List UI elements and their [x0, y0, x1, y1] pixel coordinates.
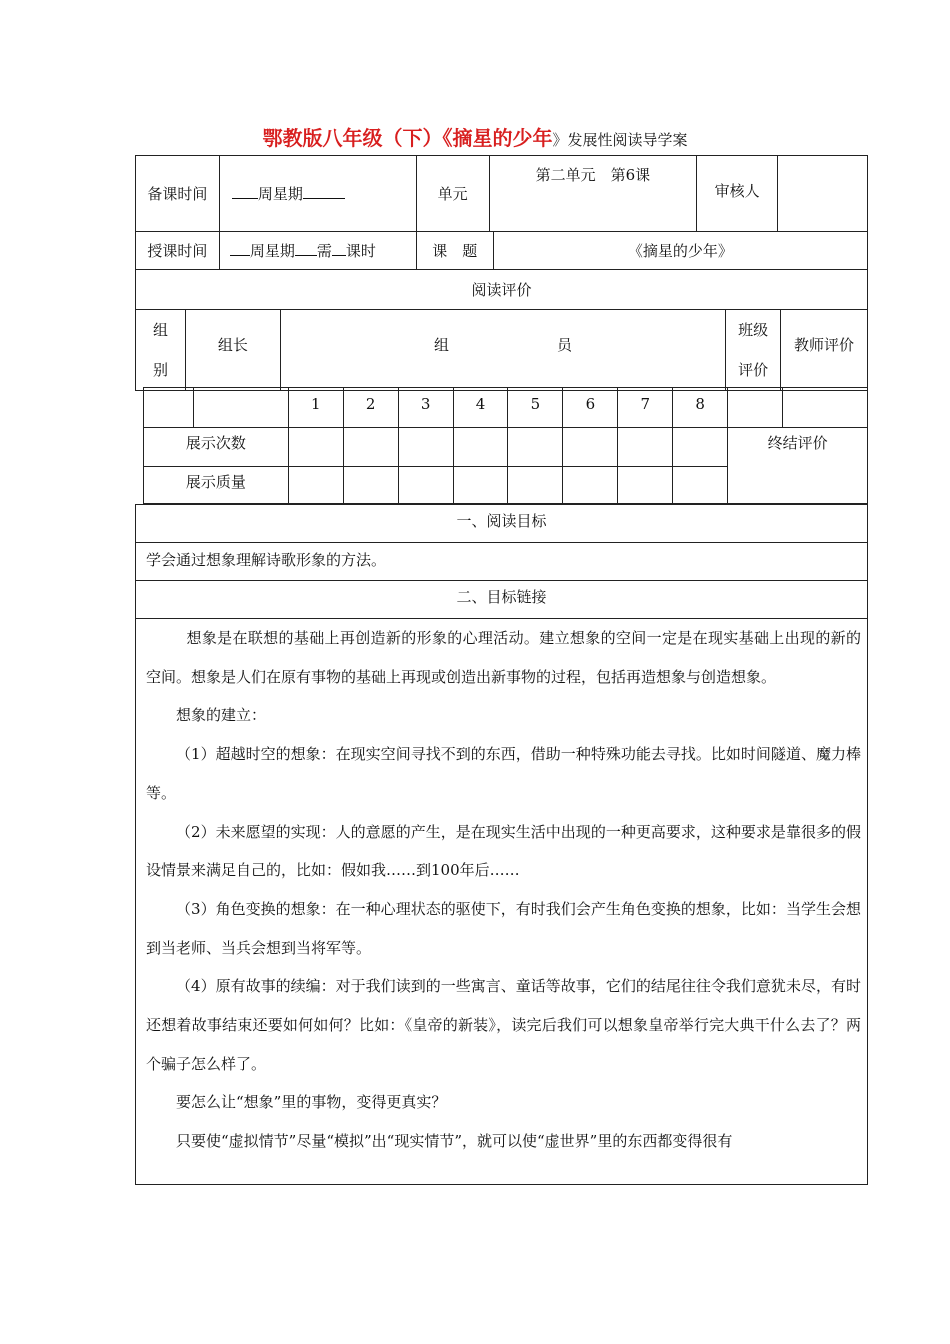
score-number: 8: [673, 388, 728, 428]
show-quality-cell: [398, 467, 453, 504]
show-quality-cell: [288, 467, 343, 504]
score-extra-a: [728, 388, 783, 428]
show-count-cell: [563, 428, 618, 467]
leader-label: 组长: [185, 310, 280, 391]
link-content: [136, 619, 868, 1185]
link-paragraph: 只要使“虚拟情节”尽量“模拟”出“现实情节”，就可以使“虚世界”里的东西都变得很有: [176, 1132, 733, 1151]
show-quality-cell: [618, 467, 673, 504]
link-paragraph: 想象的建立：: [176, 706, 267, 725]
score-number: 6: [563, 388, 618, 428]
score-table: [143, 387, 868, 504]
show-quality-cell: [453, 467, 508, 504]
teach-hours-text: 课时: [345, 242, 376, 260]
teacher-eval-label: 教师评价: [781, 310, 868, 391]
link-heading: 二、目标链接: [136, 581, 868, 619]
show-count-cell: [508, 428, 563, 467]
link-paragraph: （3）角色变换的想象：在一种心理状态的驱使下，有时我们会产生角色变换的想象，比如：当学生会想到当老师、当兵会想到当将军等。: [146, 899, 861, 957]
unit-label: 单元: [416, 156, 489, 232]
group-table: [135, 309, 868, 391]
class-eval-line2: 评价: [738, 361, 769, 379]
teach-table: [135, 231, 868, 310]
members-label: [280, 310, 725, 391]
goal-heading: 一、阅读目标: [136, 505, 868, 543]
link-paragraph: （1）超越时空的想象：在现实空间寻找不到的东西，借助一种特殊功能去寻找。比如时间隧道、魔力棒等。: [146, 745, 861, 802]
link-body: [136, 619, 867, 1161]
teach-time-label: 授课时间: [136, 232, 220, 270]
reading-eval-header: 阅读评价: [136, 270, 868, 310]
show-count-cell: [398, 428, 453, 467]
reviewer-value: [778, 156, 868, 232]
title-black-part: 》发展性阅读导学案: [552, 131, 688, 149]
class-eval-label: [726, 310, 781, 391]
score-corner-b: [193, 388, 288, 428]
members-label-char2: 员: [556, 336, 572, 354]
score-number: 5: [508, 388, 563, 428]
score-number: 1: [288, 388, 343, 428]
members-label-char1: 组: [433, 336, 449, 354]
link-paragraph: 想象是在联想的基础上再创造新的形象的心理活动。建立想象的空间一定是在现实基础上出现的新的空间。想象是人们在原有事物的基础上再现或创造出新事物的过程，包括再造想象与创造想象。: [146, 629, 861, 686]
show-count-cell: [343, 428, 398, 467]
teach-week-text: 周星期: [249, 242, 295, 260]
topic-value: 《摘星的少年》: [493, 232, 867, 270]
link-paragraph: 要怎么让“想象”里的事物，变得更真实？: [176, 1093, 447, 1112]
group-label-line1: 组: [152, 321, 168, 339]
document-title: [0, 124, 950, 154]
group-label: [136, 310, 186, 391]
score-corner-a: [144, 388, 194, 428]
score-number: 2: [343, 388, 398, 428]
show-count-cell: [288, 428, 343, 467]
title-red-part: 鄂教版八年级（下）《摘星的少年: [262, 126, 553, 150]
teach-need-text: 需: [316, 242, 332, 260]
unit-value: 第二单元 第6课: [489, 156, 697, 232]
score-number: 4: [453, 388, 508, 428]
show-count-cell: [618, 428, 673, 467]
score-number: 3: [398, 388, 453, 428]
info-table: [135, 155, 868, 232]
show-quality-cell: [673, 467, 728, 504]
show-count-cell: [453, 428, 508, 467]
final-eval-cell: [728, 467, 868, 504]
reviewer-label: 审核人: [697, 156, 778, 232]
score-extra-b: [783, 388, 868, 428]
class-eval-line1: 班级: [738, 321, 769, 339]
prep-week-text: 周星期: [257, 185, 303, 203]
show-count-label: 展示次数: [144, 428, 289, 467]
prep-time-field: [219, 156, 416, 232]
score-number: 7: [618, 388, 673, 428]
link-paragraph: （2）未来愿望的实现：人的意愿的产生，是在现实生活中出现的一种更高要求，这种要求是靠很多的假设情景来满足自己的，比如：假如我……到100年后……: [146, 822, 861, 880]
sections-table: [135, 504, 868, 1185]
topic-label: 课 题: [416, 232, 493, 270]
prep-time-label: 备课时间: [136, 156, 220, 232]
show-count-cell: [673, 428, 728, 467]
goal-text: 学会通过想象理解诗歌形象的方法。: [136, 543, 868, 581]
show-quality-cell: [343, 467, 398, 504]
show-quality-cell: [563, 467, 618, 504]
teach-time-field: [219, 232, 416, 270]
link-paragraph: （4）原有故事的续编：对于我们读到的一些寓言、童话等故事，它们的结尾往往令我们意犹未尽，有时还想着故事结束还要如何如何？比如：《皇帝的新装》，读完后我们可以想象皇帝举行完大典干什么去了？两个骗子怎么样了。: [146, 977, 861, 1073]
show-quality-label: 展示质量: [144, 467, 289, 504]
show-quality-cell: [508, 467, 563, 504]
group-label-line2: 别: [152, 361, 168, 379]
final-eval-label: 终结评价: [728, 428, 868, 467]
